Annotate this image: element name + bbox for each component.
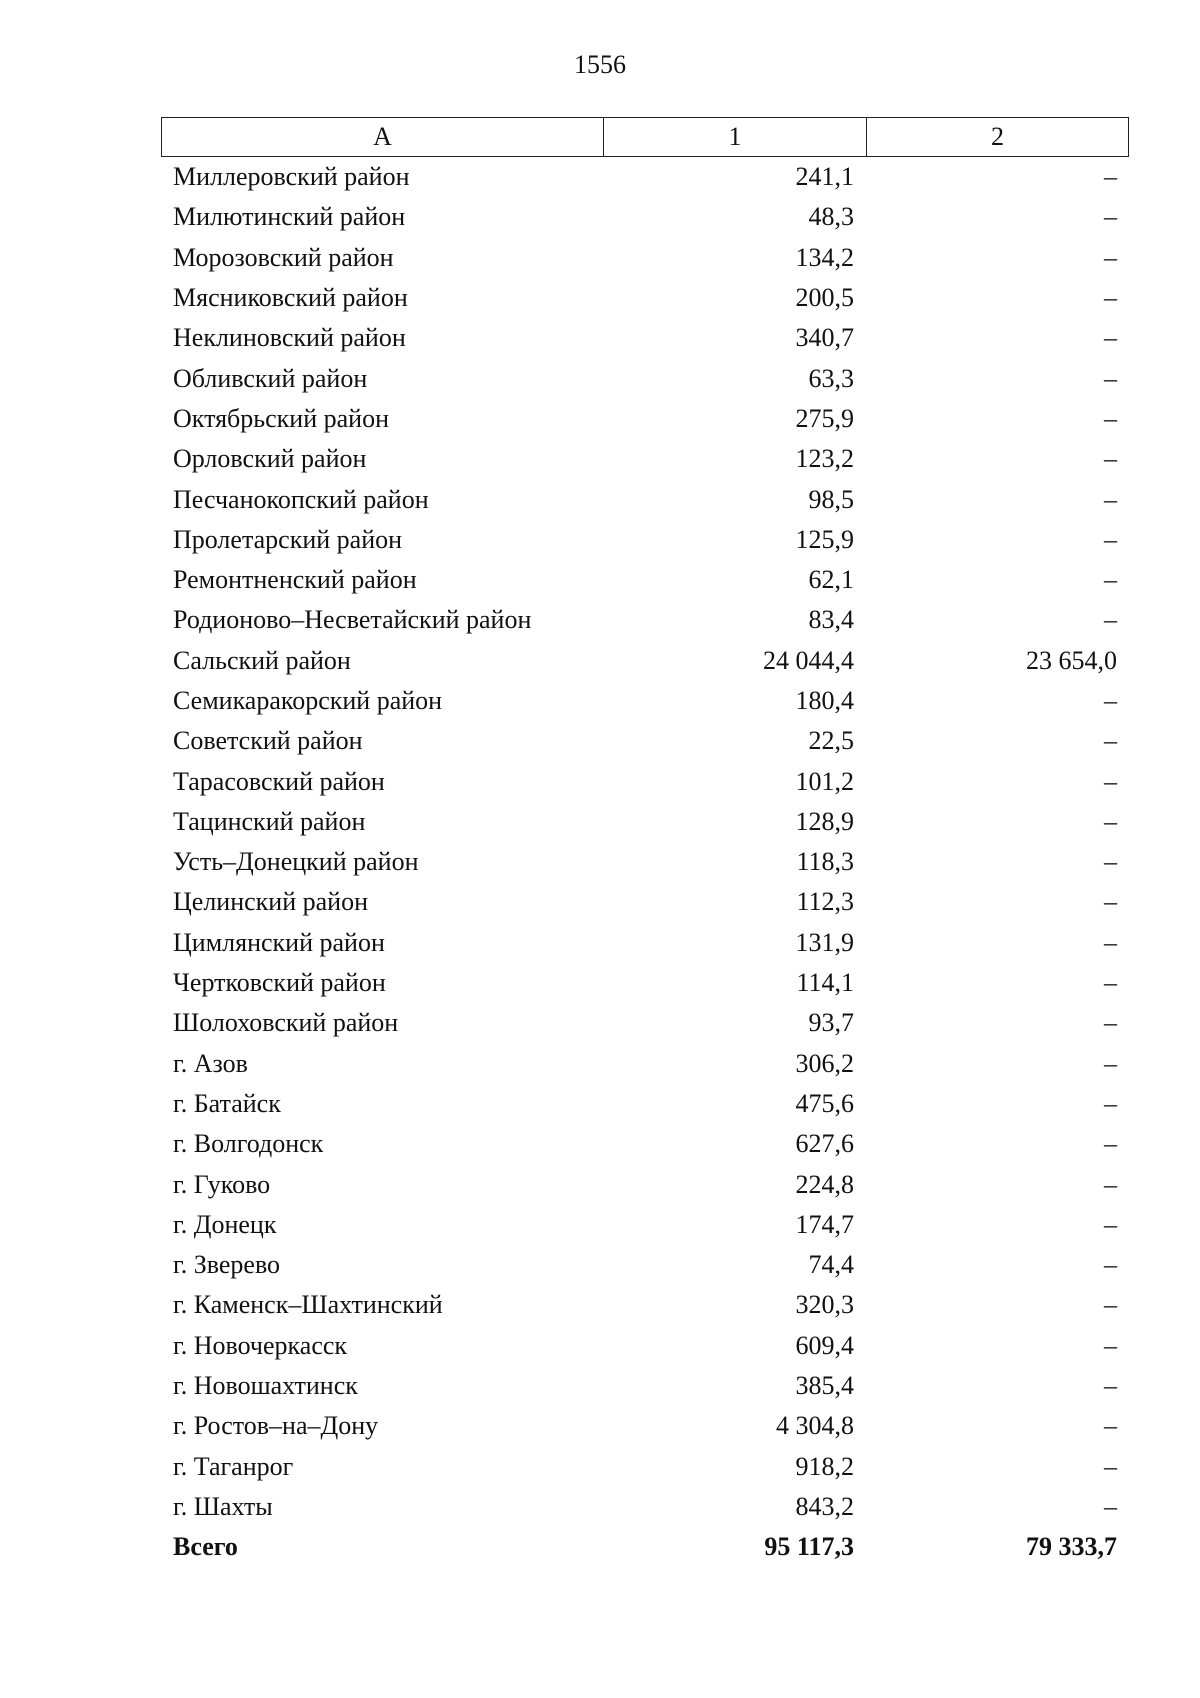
row-value-2: – (1104, 806, 1117, 836)
row-value-2: – (1104, 1371, 1117, 1401)
row-value-1: 627,6 (795, 1129, 854, 1159)
row-name: Октябрьский район (173, 403, 389, 433)
header-cell-1: 1 (604, 118, 867, 156)
header-cell-2: 2 (991, 122, 1004, 151)
row-name: г. Волгодонск (173, 1129, 324, 1159)
row-value-1: 385,4 (795, 1371, 854, 1401)
table-row (161, 238, 1129, 278)
row-value-1: 98,5 (808, 484, 854, 514)
row-value-1: 174,7 (795, 1209, 854, 1239)
row-value-1: 320,3 (795, 1290, 854, 1320)
row-value-2: – (1104, 403, 1117, 433)
row-value-1: 101,2 (795, 766, 854, 796)
row-value-2: – (1104, 1209, 1117, 1239)
row-value-1: 24 044,4 (763, 645, 854, 675)
row-value-2: – (1104, 524, 1117, 554)
row-value-1: 609,4 (795, 1330, 854, 1360)
table-row (161, 1164, 1129, 1204)
row-value-2: – (1104, 686, 1117, 715)
row-name: Родионово–Несветайский район (173, 605, 532, 635)
row-name: Шолоховский район (173, 1008, 399, 1038)
row-value-2: – (1104, 847, 1117, 877)
row-value-1: 134,2 (795, 242, 854, 272)
table-row (161, 1326, 1129, 1366)
row-value-2: – (1104, 444, 1117, 474)
table-row (161, 278, 1129, 318)
row-name: г. Ростов–на–Дону (173, 1411, 379, 1441)
row-value-2: – (1104, 484, 1117, 514)
row-name: г. Батайск (173, 1088, 281, 1118)
row-value-2: – (1104, 1330, 1117, 1360)
table-row (161, 318, 1129, 358)
row-value-2: – (1104, 1250, 1117, 1280)
row-value-1: 275,9 (795, 403, 854, 433)
row-name: г. Азов (173, 1048, 248, 1078)
table-row (161, 1003, 1129, 1043)
row-name: Морозовский район (173, 242, 394, 272)
row-value-1: 918,2 (795, 1451, 854, 1481)
row-name: Чертковский район (173, 968, 386, 998)
row-name: г. Шахты (173, 1491, 273, 1521)
table-row (161, 520, 1129, 560)
row-value-2: – (1104, 1048, 1117, 1078)
row-name: г. Каменск–Шахтинский (173, 1290, 443, 1320)
row-name: Орловский район (173, 444, 367, 474)
row-name: Сальский район (173, 645, 351, 675)
row-name: Цимлянский район (173, 927, 385, 957)
table-row (161, 1084, 1129, 1124)
table-row (161, 600, 1129, 640)
table-row (161, 842, 1129, 882)
table-row (161, 721, 1129, 761)
row-name: Тацинский район (173, 806, 366, 836)
row-value-2: – (1104, 242, 1117, 272)
row-value-1: 4 304,8 (776, 1411, 854, 1441)
row-name: Обливский район (173, 363, 368, 393)
row-value-1: 74,4 (808, 1250, 854, 1280)
row-value-1: 48,3 (808, 202, 854, 232)
row-value-2: – (1104, 726, 1117, 756)
table-row (161, 1406, 1129, 1446)
row-value-2: – (1104, 1491, 1117, 1521)
row-value-2: – (1104, 927, 1117, 957)
table-row (161, 399, 1129, 439)
table-row (161, 358, 1129, 398)
row-value-2: – (1104, 363, 1117, 393)
table-row (161, 197, 1129, 237)
row-value-1: 200,5 (795, 283, 854, 313)
row-value-2: – (1104, 1290, 1117, 1320)
table-header (161, 117, 1129, 157)
row-value-1: 180,4 (795, 686, 854, 715)
row-name: г. Новошахтинск (173, 1371, 358, 1401)
row-name: г. Донецк (173, 1209, 277, 1239)
row-value-2: – (1104, 162, 1117, 192)
row-value-1: 224,8 (795, 1169, 854, 1199)
row-value-2: – (1104, 766, 1117, 796)
row-value-2: – (1104, 202, 1117, 232)
table-row (161, 761, 1129, 801)
header-cell-a: А (162, 118, 604, 156)
row-value-2: – (1104, 605, 1117, 635)
row-value-1: 62,1 (808, 565, 854, 595)
row-name: Мясниковский район (173, 283, 408, 313)
table-row (161, 963, 1129, 1003)
row-value-2: – (1104, 1129, 1117, 1159)
data-table (161, 117, 1129, 1567)
row-value-2: 23 654,0 (1026, 645, 1117, 675)
row-value-2: – (1104, 1169, 1117, 1199)
row-value-1: 306,2 (795, 1048, 854, 1078)
row-name: г. Таганрог (173, 1451, 294, 1481)
row-value-1: 22,5 (808, 726, 854, 756)
row-value-1: 241,1 (795, 162, 854, 192)
row-name: Советский район (173, 726, 363, 756)
total-value-2: 79 333,7 (1026, 1532, 1117, 1562)
row-value-2: – (1104, 1008, 1117, 1038)
row-value-1: 340,7 (795, 323, 854, 353)
row-name: Пролетарский район (173, 524, 403, 554)
table-row (161, 1487, 1129, 1527)
row-value-2: – (1104, 283, 1117, 313)
row-value-2: – (1104, 1088, 1117, 1118)
table-body (161, 157, 1129, 1527)
row-name: Целинский район (173, 887, 368, 917)
row-value-1: 114,1 (796, 968, 854, 998)
row-name: Усть–Донецкий район (173, 847, 419, 877)
row-value-1: 475,6 (795, 1088, 854, 1118)
table-row (161, 1447, 1129, 1487)
page-number: 1556 (574, 50, 626, 79)
row-value-1: 118,3 (796, 847, 854, 877)
row-name: Милютинский район (173, 202, 406, 232)
table-row (161, 157, 1129, 197)
row-name: Ремонтненский район (173, 565, 417, 595)
row-name: Неклиновский район (173, 323, 406, 353)
row-value-2: – (1104, 323, 1117, 353)
table-row (161, 560, 1129, 600)
row-value-2: – (1104, 968, 1117, 998)
table-row (161, 882, 1129, 922)
table-row (161, 479, 1129, 519)
table-row (161, 1366, 1129, 1406)
row-value-1: 93,7 (808, 1008, 854, 1038)
row-value-1: 123,2 (795, 444, 854, 474)
table-row (161, 681, 1129, 721)
row-value-1: 128,9 (795, 806, 854, 836)
row-name: Миллеровский район (173, 162, 410, 192)
table-row (161, 1044, 1129, 1084)
row-name: Семикаракорский район (173, 686, 443, 715)
row-value-2: – (1104, 1411, 1117, 1441)
table-row (161, 802, 1129, 842)
row-value-2: – (1104, 887, 1117, 917)
row-value-1: 843,2 (795, 1491, 854, 1521)
row-value-2: – (1104, 565, 1117, 595)
row-name: Тарасовский район (173, 766, 385, 796)
row-value-1: 83,4 (808, 605, 854, 635)
row-value-2: – (1104, 1451, 1117, 1481)
row-name: г. Зверево (173, 1250, 281, 1280)
table-row (161, 1124, 1129, 1164)
table-row (161, 1245, 1129, 1285)
row-name: г. Новочеркасск (173, 1330, 348, 1360)
total-row (161, 1527, 1129, 1567)
row-name: Песчанокопский район (173, 484, 429, 514)
row-value-1: 131,9 (795, 927, 854, 957)
table-row (161, 1205, 1129, 1245)
table-row (161, 1285, 1129, 1325)
total-label: Всего (173, 1532, 238, 1562)
table-row (161, 439, 1129, 479)
row-value-1: 112,3 (796, 887, 854, 917)
row-name: г. Гуково (173, 1169, 271, 1199)
row-value-1: 125,9 (795, 524, 854, 554)
total-value-1: 95 117,3 (764, 1532, 854, 1562)
table-row (161, 641, 1129, 681)
table-row (161, 923, 1129, 963)
row-value-1: 63,3 (808, 363, 854, 393)
